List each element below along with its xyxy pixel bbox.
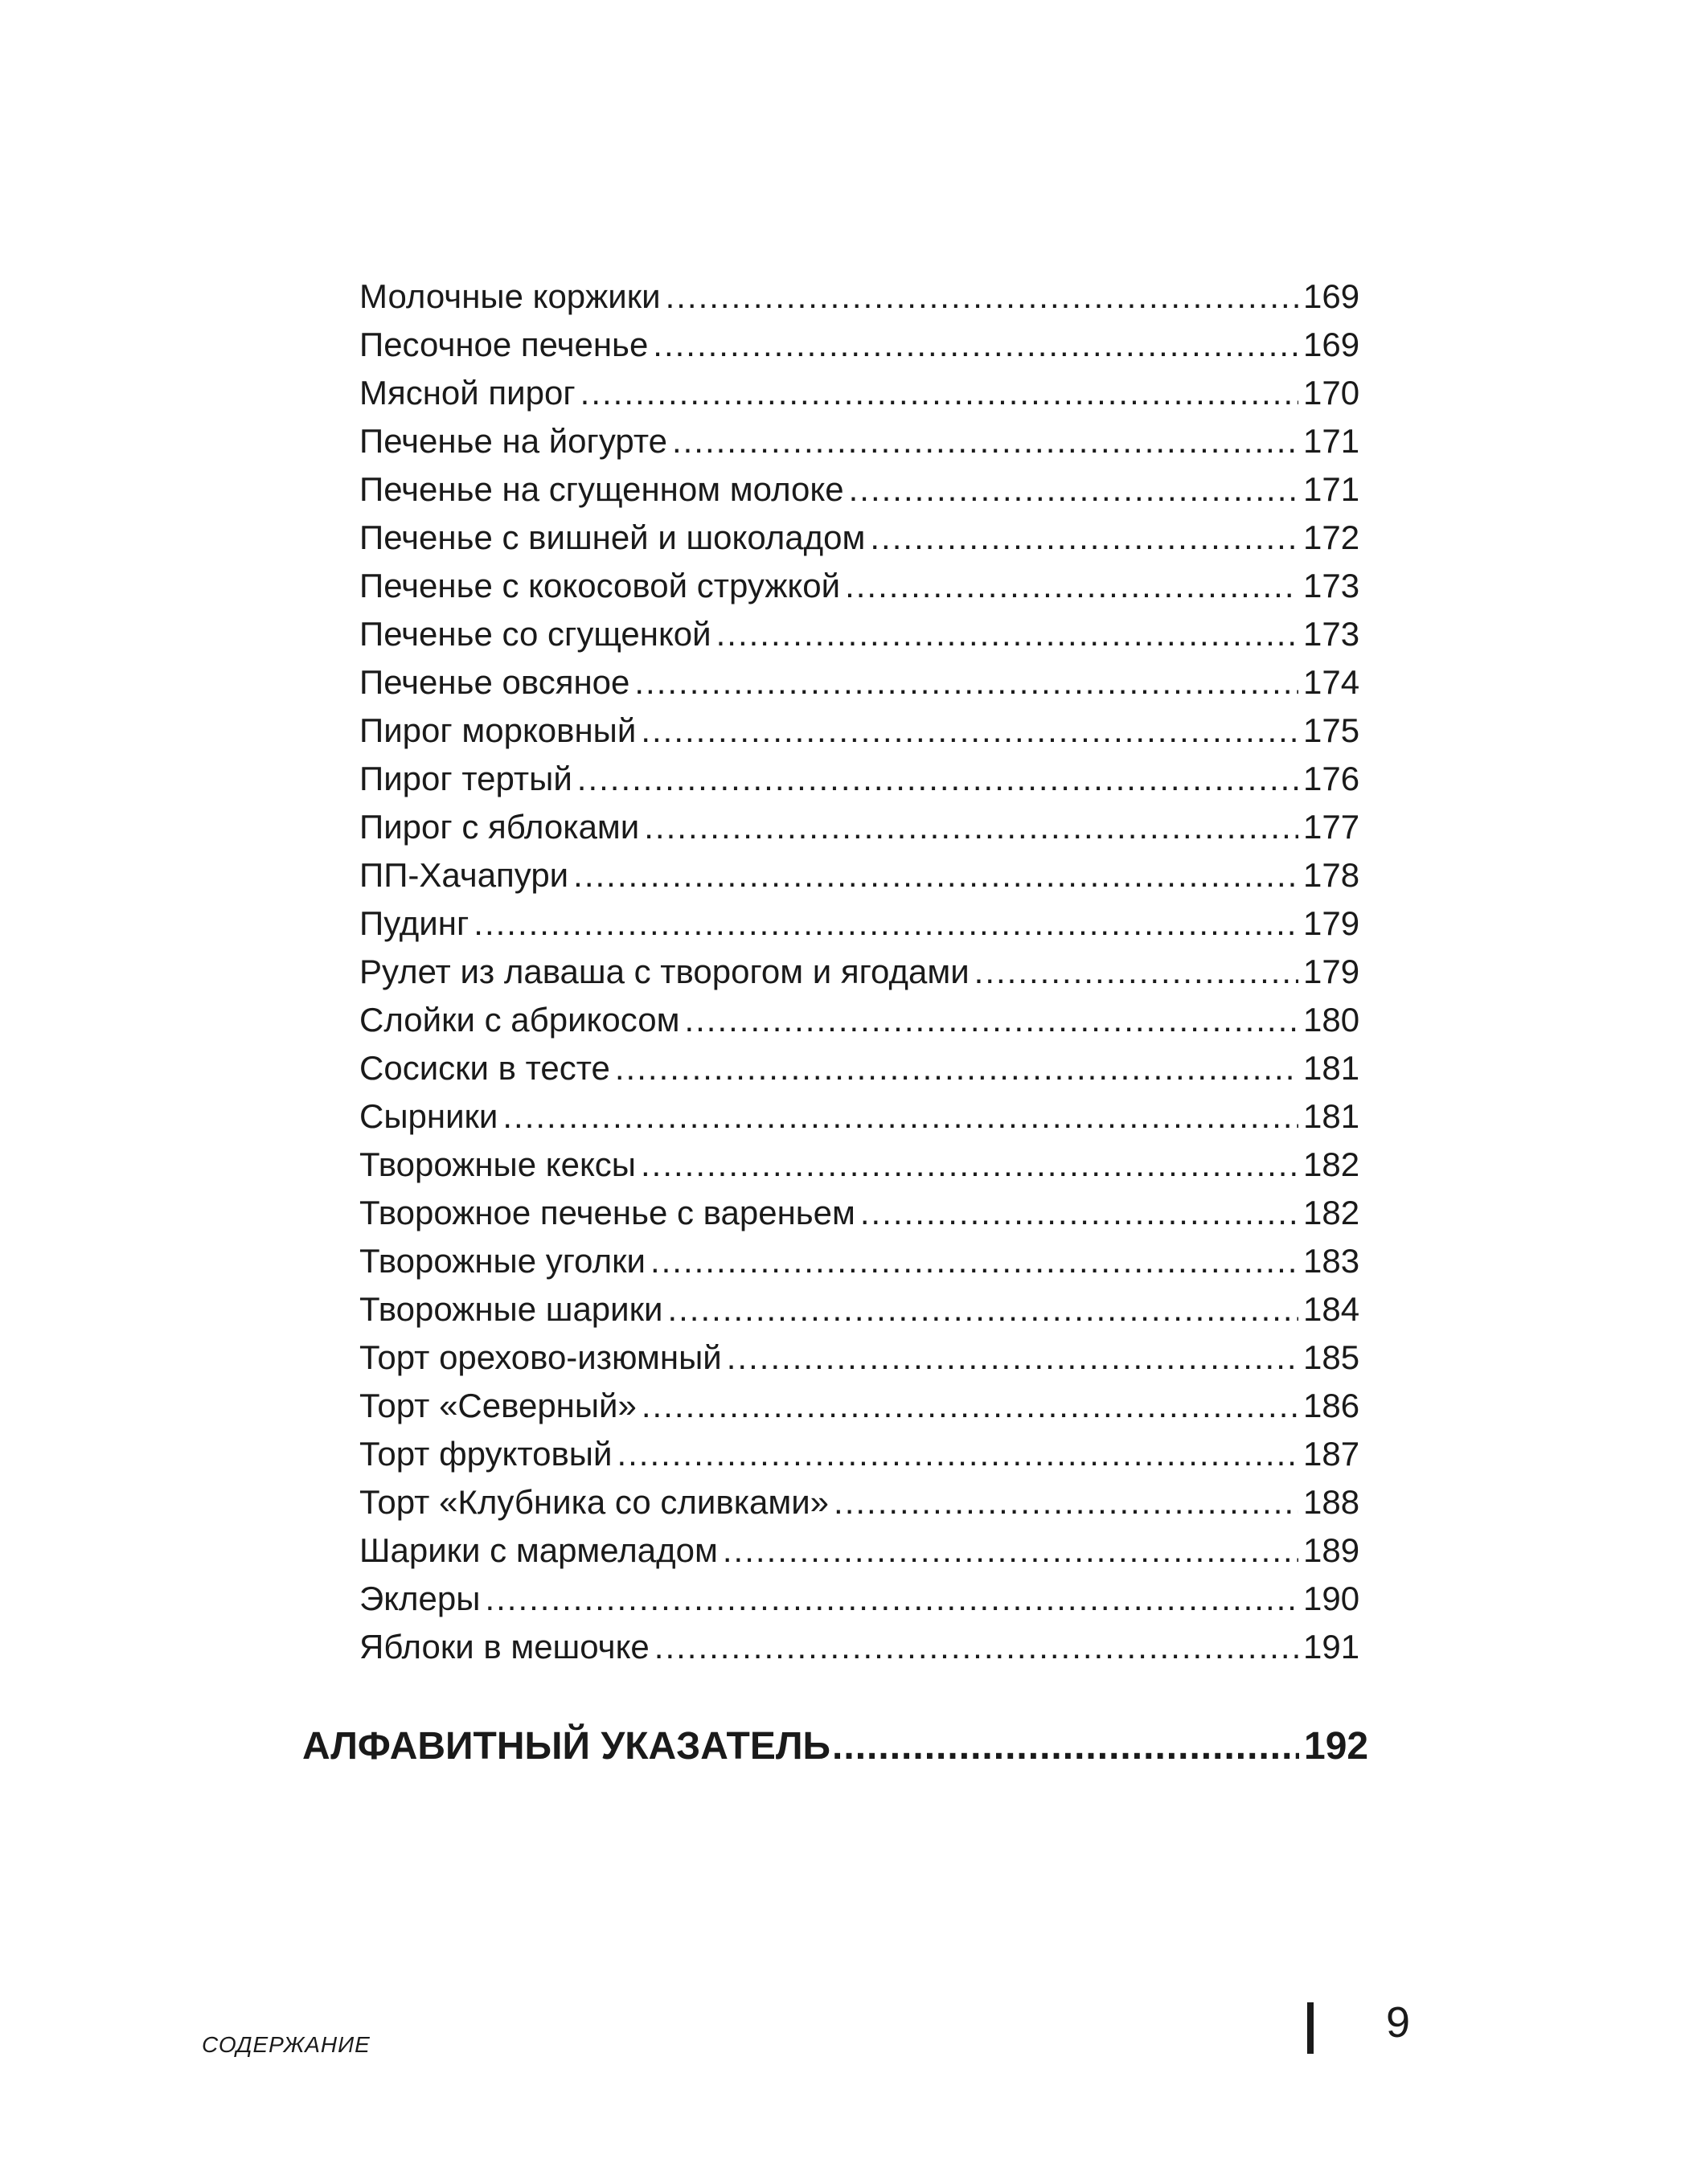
toc-entry-title: Печенье на йогурте [359, 422, 667, 460]
toc-entry-title: Печенье овсяное [359, 663, 630, 701]
toc-entry [359, 1334, 1364, 1382]
toc-entry-page: 177 [1303, 808, 1360, 846]
toc-entry [359, 465, 1364, 514]
toc-entry-page: 175 [1303, 711, 1360, 749]
toc-entry-title: Печенье с кокосовой стружкой [359, 567, 841, 604]
toc-entry-title: Эклеры [359, 1580, 481, 1617]
toc-entry-page: 180 [1303, 1001, 1360, 1039]
toc-entry-title: Печенье с вишней и шоколадом [359, 518, 866, 556]
toc-entry-title: Пудинг [359, 904, 469, 942]
toc-entry-page: 183 [1303, 1242, 1360, 1280]
toc-entry [359, 272, 1364, 321]
dot-leader [577, 755, 1298, 803]
dot-leader [580, 369, 1298, 417]
dot-leader [642, 1382, 1298, 1430]
toc-entry-title: ПП-Хачапури [359, 856, 569, 894]
toc-entry-title: Творожные кексы [359, 1145, 636, 1183]
dot-leader [653, 321, 1298, 369]
toc-entry-title: Пирог морковный [359, 711, 637, 749]
toc-entry [359, 1382, 1364, 1430]
toc-entry [359, 948, 1364, 996]
toc-entry-page: 169 [1303, 326, 1360, 363]
toc-entry [359, 899, 1364, 948]
index-section-title: АЛФАВИТНЫЙ УКАЗАТЕЛЬ [302, 1725, 831, 1768]
dot-leader [641, 1141, 1298, 1189]
toc-entry [359, 1430, 1364, 1478]
dot-leader [832, 1723, 1299, 1771]
toc-entry-page: 170 [1303, 374, 1360, 412]
toc-entry-title: Пирог тертый [359, 760, 572, 797]
toc-entry-title: Печенье на сгущенном молоке [359, 470, 844, 508]
dot-leader [650, 1237, 1298, 1285]
toc-entry [359, 803, 1364, 851]
running-footer-section: СОДЕРЖАНИЕ [202, 2032, 371, 2057]
dot-leader [644, 803, 1298, 851]
dot-leader [727, 1334, 1298, 1382]
dot-leader [974, 948, 1298, 996]
dot-leader [502, 1092, 1298, 1141]
toc-entry-page: 171 [1303, 422, 1360, 460]
dot-leader [723, 1526, 1298, 1575]
toc-entry [359, 996, 1364, 1044]
toc-entry-page: 179 [1303, 904, 1360, 942]
toc-entry-page: 176 [1303, 760, 1360, 797]
toc-entry-title: Сырники [359, 1097, 498, 1135]
toc-entry-title: Творожные уголки [359, 1242, 646, 1280]
footer-divider-bar [1307, 2002, 1314, 2054]
toc-entry-page: 173 [1303, 567, 1360, 604]
dot-leader [667, 1285, 1298, 1334]
toc-entry [359, 1141, 1364, 1189]
table-of-contents [359, 272, 1364, 1671]
toc-entry-page: 169 [1303, 277, 1360, 315]
toc-entry-title: Творожное печенье с вареньем [359, 1194, 855, 1231]
toc-entry [359, 321, 1364, 369]
dot-leader [474, 899, 1298, 948]
toc-entry-title: Пирог с яблоками [359, 808, 640, 846]
toc-entry-title: Торт «Северный» [359, 1387, 637, 1424]
toc-entry-page: 189 [1303, 1531, 1360, 1569]
toc-entry-title: Молочные коржики [359, 277, 661, 315]
toc-entry-title: Песочное печенье [359, 326, 649, 363]
toc-entry-title: Торт «Клубника со сливками» [359, 1483, 830, 1521]
toc-entry [359, 514, 1364, 562]
toc-entry [359, 658, 1364, 707]
toc-entry-page: 184 [1303, 1290, 1360, 1328]
toc-entry-page: 179 [1303, 953, 1360, 990]
toc-entry-title: Рулет из лаваша с творогом и ягодами [359, 953, 970, 990]
toc-entry [359, 562, 1364, 610]
toc-entry [359, 1092, 1364, 1141]
dot-leader [684, 996, 1298, 1044]
toc-entry-title: Мясной пирог [359, 374, 576, 412]
toc-entry-title: Торт фруктовый [359, 1435, 613, 1473]
toc-entry-page: 172 [1303, 518, 1360, 556]
toc-entry-title: Слойки с абрикосом [359, 1001, 680, 1039]
toc-entry-page: 182 [1303, 1194, 1360, 1231]
dot-leader [716, 610, 1298, 658]
toc-entry [359, 417, 1364, 465]
dot-leader [617, 1430, 1298, 1478]
toc-entry [359, 369, 1364, 417]
dot-leader [634, 658, 1298, 707]
toc-entry [359, 1623, 1364, 1671]
dot-leader [666, 272, 1298, 321]
dot-leader [654, 1623, 1298, 1671]
toc-entry [359, 1189, 1364, 1237]
toc-entry-title: Печенье со сгущенкой [359, 615, 711, 653]
toc-entry [359, 610, 1364, 658]
toc-entry-title: Торт орехово-изюмный [359, 1338, 722, 1376]
toc-entry [359, 851, 1364, 899]
toc-entry-title: Творожные шарики [359, 1290, 663, 1328]
toc-entry-title: Яблоки в мешочке [359, 1628, 650, 1666]
toc-entry-page: 173 [1303, 615, 1360, 653]
dot-leader [573, 851, 1298, 899]
page-number: 9 [1386, 1998, 1411, 2047]
dot-leader [641, 707, 1298, 755]
toc-entry-title: Шарики с мармеладом [359, 1531, 718, 1569]
toc-entry-page: 171 [1303, 470, 1360, 508]
dot-leader [672, 417, 1298, 465]
toc-entry-page: 174 [1303, 663, 1360, 701]
toc-entry [359, 707, 1364, 755]
dot-leader [834, 1478, 1298, 1526]
toc-entry [359, 1478, 1364, 1526]
toc-entry [359, 1044, 1364, 1092]
dot-leader [845, 562, 1298, 610]
toc-entry-page: 185 [1303, 1338, 1360, 1376]
toc-entry [359, 1285, 1364, 1334]
index-section-entry [302, 1723, 1368, 1771]
toc-entry-page: 182 [1303, 1145, 1360, 1183]
dot-leader [870, 514, 1298, 562]
index-section-page: 192 [1304, 1725, 1369, 1768]
dot-leader [615, 1044, 1298, 1092]
toc-entry [359, 1237, 1364, 1285]
toc-entry [359, 1575, 1364, 1623]
dot-leader [485, 1575, 1298, 1623]
dot-leader [849, 465, 1298, 514]
toc-entry-page: 181 [1303, 1097, 1360, 1135]
toc-entry-page: 186 [1303, 1387, 1360, 1424]
toc-entry-page: 181 [1303, 1049, 1360, 1087]
toc-entry [359, 1526, 1364, 1575]
toc-entry-page: 190 [1303, 1580, 1360, 1617]
toc-entry-page: 188 [1303, 1483, 1360, 1521]
dot-leader [860, 1189, 1298, 1237]
toc-entry [359, 755, 1364, 803]
toc-entry-page: 178 [1303, 856, 1360, 894]
toc-entry-page: 187 [1303, 1435, 1360, 1473]
toc-entry-title: Сосиски в тесте [359, 1049, 610, 1087]
toc-entry-page: 191 [1303, 1628, 1360, 1666]
